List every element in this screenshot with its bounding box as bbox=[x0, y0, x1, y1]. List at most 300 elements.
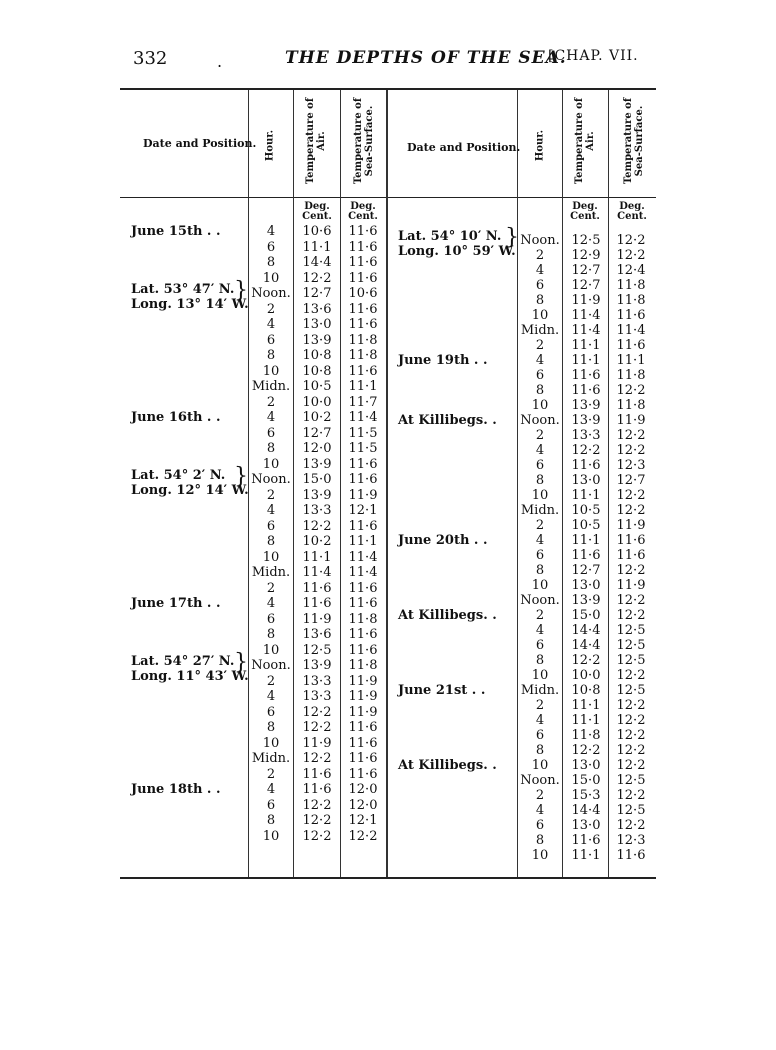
sea-temp-cell: 12·5 bbox=[616, 683, 646, 698]
position-label bbox=[398, 229, 516, 259]
hour-cell: Noon. bbox=[251, 472, 291, 487]
table-row bbox=[0, 668, 776, 683]
table-row bbox=[0, 293, 776, 308]
sea-temp-cell: 10·6 bbox=[348, 286, 378, 301]
air-temp-cell: 11·6 bbox=[571, 833, 601, 848]
table-bottom-rule bbox=[120, 877, 656, 879]
sea-temp-cell: 12·3 bbox=[616, 833, 646, 848]
sea-temp-cell: 12·5 bbox=[616, 638, 646, 653]
sea-temp-cell: 11·8 bbox=[616, 368, 646, 383]
hour-cell: 4 bbox=[266, 689, 276, 704]
sea-temp-cell: 11·4 bbox=[348, 410, 378, 425]
hour-cell: 10 bbox=[531, 758, 549, 773]
air-temp-cell: 11·1 bbox=[571, 338, 601, 353]
hour-cell: 8 bbox=[535, 563, 545, 578]
air-temp-cell: 10·2 bbox=[302, 534, 332, 549]
sea-temp-cell: 11·6 bbox=[348, 270, 378, 286]
latitude-text: Lat. 54° 2′ N. bbox=[131, 468, 226, 483]
hour-cell: 10 bbox=[262, 363, 280, 379]
sea-temp-cell: 11·6 bbox=[348, 518, 378, 534]
air-temp-cell: 11·4 bbox=[571, 308, 601, 323]
sea-temp-cell: 11·6 bbox=[348, 751, 378, 766]
header-hour-right: Hour. bbox=[534, 129, 546, 162]
air-temp-cell: 11·1 bbox=[571, 848, 601, 863]
sea-temp-cell: 11·6 bbox=[348, 239, 378, 255]
sea-temp-cell: 11·6 bbox=[348, 472, 378, 487]
table-row bbox=[0, 788, 776, 803]
date-label: June 16th . . bbox=[131, 410, 221, 425]
sea-temp-cell: 11·6 bbox=[348, 580, 378, 596]
sea-temp-cell: 11·6 bbox=[348, 363, 378, 379]
air-temp-cell: 11·1 bbox=[571, 713, 601, 728]
air-temp-cell: 11·6 bbox=[302, 782, 332, 797]
hour-cell: 4 bbox=[266, 224, 276, 239]
sea-temp-cell: 12·2 bbox=[616, 443, 646, 458]
longitude-text: Long. 11° 43′ W. bbox=[131, 669, 249, 684]
air-temp-cell: 11·6 bbox=[571, 383, 601, 398]
table-row bbox=[0, 368, 776, 383]
sea-temp-cell: 12·2 bbox=[616, 728, 646, 743]
header-air-temp-right: Temperature of Air. bbox=[574, 97, 596, 185]
air-temp-cell: 13·9 bbox=[302, 456, 332, 472]
table-row bbox=[0, 398, 776, 413]
hour-cell: 10 bbox=[262, 549, 280, 565]
sea-temp-cell: 11·6 bbox=[348, 766, 378, 782]
sea-temp-cell: 11·6 bbox=[348, 735, 378, 751]
date-label: June 15th . . bbox=[131, 224, 221, 239]
hour-cell: 6 bbox=[535, 638, 545, 653]
sea-temp-cell: 11·6 bbox=[616, 848, 646, 863]
hour-cell: 6 bbox=[266, 611, 276, 627]
sea-temp-cell: 12·1 bbox=[348, 503, 378, 518]
hour-cell: Midn. bbox=[251, 379, 291, 394]
sea-temp-cell: 11·8 bbox=[616, 278, 646, 293]
air-temp-cell: 12·2 bbox=[302, 751, 332, 766]
latitude-text: Lat. 53° 47′ N. bbox=[131, 282, 235, 297]
brace-glyph: } bbox=[505, 225, 519, 250]
sea-temp-cell: 11·6 bbox=[348, 224, 378, 239]
table-row bbox=[0, 488, 776, 503]
air-temp-cell: 15·0 bbox=[571, 608, 601, 623]
air-temp-cell: 13·3 bbox=[571, 428, 601, 443]
air-temp-cell: 11·6 bbox=[571, 548, 601, 563]
sea-temp-cell: 11·8 bbox=[616, 293, 646, 308]
hour-cell: 6 bbox=[266, 332, 276, 348]
sea-temp-cell: 11·8 bbox=[348, 611, 378, 627]
air-temp-cell: 12·2 bbox=[302, 813, 332, 828]
sea-temp-cell: 11·4 bbox=[348, 565, 378, 580]
hour-cell: 6 bbox=[535, 458, 545, 473]
sea-temp-cell: 12·4 bbox=[616, 263, 646, 278]
hour-cell: 8 bbox=[535, 833, 545, 848]
hour-cell: 8 bbox=[266, 348, 276, 363]
hour-cell: 2 bbox=[266, 487, 276, 503]
sea-temp-cell: 11·9 bbox=[616, 578, 646, 593]
hour-cell: Noon. bbox=[520, 413, 560, 428]
latitude-text: Lat. 54° 10′ N. bbox=[398, 229, 502, 244]
date-label: June 18th . . bbox=[131, 782, 221, 797]
hour-cell: 4 bbox=[535, 803, 545, 818]
table-row bbox=[0, 728, 776, 743]
air-temp-cell: 11·8 bbox=[571, 728, 601, 743]
hour-cell: 4 bbox=[266, 317, 276, 332]
sea-temp-cell: 11·6 bbox=[348, 301, 378, 317]
air-temp-cell: 11·6 bbox=[571, 458, 601, 473]
hour-cell: Midn. bbox=[520, 683, 560, 698]
hour-cell: Midn. bbox=[251, 565, 291, 580]
hour-cell: 10 bbox=[262, 270, 280, 286]
air-temp-cell: 11·9 bbox=[571, 293, 601, 308]
hour-cell: 4 bbox=[535, 623, 545, 638]
hour-cell: 6 bbox=[535, 548, 545, 563]
air-temp-cell: 11·4 bbox=[571, 323, 601, 338]
sea-temp-cell: 12·2 bbox=[348, 828, 378, 844]
air-temp-cell: 13·3 bbox=[302, 503, 332, 518]
hour-cell: 10 bbox=[531, 848, 549, 863]
sea-temp-cell: 11·9 bbox=[348, 689, 378, 704]
table-row bbox=[0, 425, 776, 443]
hour-cell: 4 bbox=[266, 503, 276, 518]
air-temp-cell: 10·8 bbox=[302, 363, 332, 379]
air-temp-cell: 11·4 bbox=[302, 565, 332, 580]
header-hour-left: Hour. bbox=[264, 129, 276, 162]
hour-cell: Midn. bbox=[520, 323, 560, 338]
sea-temp-cell: 12·2 bbox=[616, 488, 646, 503]
sea-temp-cell: 12·2 bbox=[616, 668, 646, 683]
sea-temp-cell: 11·6 bbox=[348, 255, 378, 270]
table-row bbox=[0, 683, 776, 698]
hour-cell: 8 bbox=[535, 653, 545, 668]
hour-cell: 2 bbox=[266, 766, 276, 782]
hour-cell: 4 bbox=[535, 443, 545, 458]
air-temp-cell: 11·6 bbox=[571, 368, 601, 383]
air-temp-cell: 11·9 bbox=[302, 611, 332, 627]
table-row bbox=[0, 473, 776, 488]
sea-temp-cell: 11·8 bbox=[348, 658, 378, 673]
brace-glyph: } bbox=[234, 464, 248, 489]
sea-temp-cell: 11·4 bbox=[616, 323, 646, 338]
date-label: June 20th . . bbox=[398, 533, 488, 548]
hour-cell: Noon. bbox=[251, 658, 291, 673]
air-temp-cell: 13·6 bbox=[302, 301, 332, 317]
table-row bbox=[0, 818, 776, 833]
table-row bbox=[0, 278, 776, 293]
air-temp-cell: 13·0 bbox=[571, 473, 601, 488]
air-temp-cell: 12·0 bbox=[302, 441, 332, 456]
air-temp-cell: 12·7 bbox=[571, 563, 601, 578]
sea-temp-cell: 12·2 bbox=[616, 788, 646, 803]
header-dot: . bbox=[217, 52, 223, 71]
air-temp-cell: 10·8 bbox=[302, 348, 332, 363]
sea-temp-cell: 12·5 bbox=[616, 623, 646, 638]
air-temp-cell: 10·8 bbox=[571, 683, 601, 698]
air-temp-cell: 12·7 bbox=[302, 286, 332, 301]
air-temp-cell: 11·1 bbox=[571, 533, 601, 548]
sea-temp-cell: 11·5 bbox=[348, 425, 378, 441]
sea-temp-cell: 12·2 bbox=[616, 743, 646, 758]
date-label: June 17th . . bbox=[131, 596, 221, 611]
sea-temp-cell: 11·6 bbox=[348, 317, 378, 332]
sea-temp-cell: 11·6 bbox=[616, 308, 646, 323]
air-temp-cell: 11·6 bbox=[302, 766, 332, 782]
hour-cell: 6 bbox=[266, 704, 276, 720]
air-temp-cell: 12·5 bbox=[302, 642, 332, 658]
air-temp-cell: 13·9 bbox=[571, 398, 601, 413]
air-temp-cell: 14·4 bbox=[302, 255, 332, 270]
date-label: June 21st . . bbox=[398, 683, 486, 698]
sea-temp-cell: 11·9 bbox=[616, 413, 646, 428]
page-title: THE DEPTHS OF THE SEA. bbox=[285, 48, 567, 68]
hour-cell: 8 bbox=[266, 441, 276, 456]
table-row bbox=[0, 323, 776, 338]
table-row bbox=[0, 443, 776, 458]
air-temp-cell: 12·2 bbox=[302, 828, 332, 844]
table-row bbox=[0, 773, 776, 788]
air-temp-cell: 13·6 bbox=[302, 627, 332, 642]
hour-cell: 2 bbox=[535, 788, 545, 803]
hour-cell: 2 bbox=[266, 580, 276, 596]
hour-cell: 8 bbox=[535, 383, 545, 398]
sea-temp-cell: 11·6 bbox=[348, 642, 378, 658]
air-temp-cell: 11·1 bbox=[302, 239, 332, 255]
brace-glyph: } bbox=[234, 650, 248, 675]
sea-temp-cell: 12·5 bbox=[616, 653, 646, 668]
air-temp-cell: 12·7 bbox=[571, 278, 601, 293]
air-temp-cell: 11·1 bbox=[571, 488, 601, 503]
air-temp-cell: 13·9 bbox=[302, 487, 332, 503]
table-row bbox=[0, 248, 776, 263]
header-sea-temp-left: Temperature of Sea-Surface. bbox=[353, 97, 375, 185]
hour-cell: 10 bbox=[262, 828, 280, 844]
air-temp-cell: 12·2 bbox=[302, 704, 332, 720]
hour-cell: 10 bbox=[531, 398, 549, 413]
page-number: 332 bbox=[133, 48, 168, 69]
sea-temp-cell: 11·1 bbox=[348, 534, 378, 549]
date-label: At Killibegs. . bbox=[398, 608, 497, 623]
table-row bbox=[0, 383, 776, 398]
table-row bbox=[0, 758, 776, 773]
sea-temp-cell: 12·5 bbox=[616, 803, 646, 818]
air-temp-cell: 15·3 bbox=[571, 788, 601, 803]
sea-temp-cell: 11·6 bbox=[348, 720, 378, 735]
sea-temp-cell: 12·2 bbox=[616, 503, 646, 518]
air-temp-cell: 12·2 bbox=[571, 653, 601, 668]
air-temp-cell: 11·1 bbox=[571, 353, 601, 368]
brace-glyph: } bbox=[234, 278, 248, 303]
hour-cell: Midn. bbox=[251, 751, 291, 766]
table-row bbox=[0, 563, 776, 578]
hour-cell: 6 bbox=[535, 818, 545, 833]
sea-temp-cell: 11·8 bbox=[348, 332, 378, 348]
air-temp-cell: 13·0 bbox=[571, 578, 601, 593]
sea-temp-cell: 12·2 bbox=[616, 383, 646, 398]
units-sea-right: Deg. Cent. bbox=[617, 201, 647, 222]
hour-cell: Noon. bbox=[520, 233, 560, 248]
sea-temp-cell: 11·9 bbox=[348, 487, 378, 503]
air-temp-cell: 12·7 bbox=[302, 425, 332, 441]
table-row bbox=[0, 743, 776, 758]
header-sea-temp-right: Temperature of Sea-Surface. bbox=[623, 97, 645, 185]
sea-temp-cell: 12·2 bbox=[616, 428, 646, 443]
chapter-label: [CHAP. VII. bbox=[548, 48, 639, 64]
hour-cell: 8 bbox=[535, 293, 545, 308]
hour-cell: 8 bbox=[266, 627, 276, 642]
table-top-rule bbox=[120, 88, 656, 90]
hour-cell: 10 bbox=[262, 456, 280, 472]
header-air-temp-left: Temperature of Air. bbox=[305, 97, 327, 185]
header-date-position-right: Date and Position. bbox=[407, 141, 521, 154]
air-temp-cell: 13·0 bbox=[302, 317, 332, 332]
sea-temp-cell: 12·7 bbox=[616, 473, 646, 488]
air-temp-cell: 14·4 bbox=[571, 638, 601, 653]
hour-cell: 6 bbox=[535, 278, 545, 293]
air-temp-cell: 11·6 bbox=[302, 596, 332, 611]
hour-cell: 2 bbox=[535, 248, 545, 263]
table-row bbox=[0, 548, 776, 563]
table-row bbox=[0, 698, 776, 713]
air-temp-cell: 10·2 bbox=[302, 410, 332, 425]
air-temp-cell: 12·2 bbox=[571, 443, 601, 458]
sea-temp-cell: 11·9 bbox=[616, 518, 646, 533]
hour-cell: 6 bbox=[266, 425, 276, 441]
sea-temp-cell: 11·6 bbox=[616, 548, 646, 563]
air-temp-cell: 13·0 bbox=[571, 758, 601, 773]
sea-temp-cell: 12·2 bbox=[616, 233, 646, 248]
air-temp-cell: 12·2 bbox=[302, 518, 332, 534]
table-row bbox=[0, 503, 776, 518]
hour-cell: 10 bbox=[531, 308, 549, 323]
hour-cell: 4 bbox=[266, 596, 276, 611]
hour-cell: Noon. bbox=[520, 773, 560, 788]
air-temp-cell: 13·9 bbox=[571, 593, 601, 608]
table-row bbox=[0, 593, 776, 608]
sea-temp-cell: 12·0 bbox=[348, 797, 378, 813]
sea-temp-cell: 11·8 bbox=[348, 348, 378, 363]
hour-cell: 2 bbox=[535, 698, 545, 713]
air-temp-cell: 14·4 bbox=[571, 803, 601, 818]
table-row bbox=[0, 413, 776, 428]
hour-cell: 4 bbox=[266, 410, 276, 425]
sea-temp-cell: 11·8 bbox=[616, 398, 646, 413]
table-row bbox=[0, 608, 776, 623]
sea-temp-cell: 12·2 bbox=[616, 248, 646, 263]
table-row bbox=[0, 833, 776, 848]
table-row bbox=[0, 263, 776, 278]
hour-cell: 6 bbox=[266, 239, 276, 255]
sea-temp-cell: 12·2 bbox=[616, 818, 646, 833]
latitude-text: Lat. 54° 27′ N. bbox=[131, 654, 235, 669]
hour-cell: 10 bbox=[262, 735, 280, 751]
hour-cell: 4 bbox=[535, 353, 545, 368]
hour-cell: 10 bbox=[531, 668, 549, 683]
air-temp-cell: 12·2 bbox=[302, 720, 332, 735]
hour-cell: Noon. bbox=[520, 593, 560, 608]
hour-cell: 4 bbox=[535, 533, 545, 548]
units-air-right: Deg. Cent. bbox=[570, 201, 600, 222]
hour-cell: 6 bbox=[266, 797, 276, 813]
sea-temp-cell: 11·9 bbox=[348, 673, 378, 689]
air-temp-cell: 10·0 bbox=[302, 394, 332, 410]
hour-cell: 8 bbox=[266, 720, 276, 735]
air-temp-cell: 14·4 bbox=[571, 623, 601, 638]
hour-cell: 4 bbox=[266, 782, 276, 797]
table-row bbox=[0, 533, 776, 548]
sea-temp-cell: 11·9 bbox=[348, 704, 378, 720]
air-temp-cell: 12·5 bbox=[571, 233, 601, 248]
table-header-rule bbox=[120, 197, 656, 198]
sea-temp-cell: 11·6 bbox=[616, 338, 646, 353]
hour-cell: 6 bbox=[535, 368, 545, 383]
sea-temp-cell: 11·5 bbox=[348, 441, 378, 456]
sea-temp-cell: 11·6 bbox=[348, 456, 378, 472]
air-temp-cell: 13·3 bbox=[302, 689, 332, 704]
sea-temp-cell: 12·0 bbox=[348, 782, 378, 797]
air-temp-cell: 11·6 bbox=[302, 580, 332, 596]
sea-temp-cell: 11·6 bbox=[348, 627, 378, 642]
air-temp-cell: 13·9 bbox=[302, 658, 332, 673]
hour-cell: 10 bbox=[531, 488, 549, 503]
hour-cell: Midn. bbox=[520, 503, 560, 518]
sea-temp-cell: 11·1 bbox=[348, 379, 378, 394]
sea-temp-cell: 12·2 bbox=[616, 758, 646, 773]
hour-cell: 6 bbox=[535, 728, 545, 743]
sea-temp-cell: 11·7 bbox=[348, 394, 378, 410]
hour-cell: 8 bbox=[266, 255, 276, 270]
air-temp-cell: 12·2 bbox=[302, 270, 332, 286]
hour-cell: 2 bbox=[266, 394, 276, 410]
sea-temp-cell: 12·2 bbox=[616, 713, 646, 728]
air-temp-cell: 10·6 bbox=[302, 224, 332, 239]
hour-cell: 2 bbox=[266, 301, 276, 317]
air-temp-cell: 12·7 bbox=[571, 263, 601, 278]
units-air-left: Deg. Cent. bbox=[302, 201, 332, 222]
air-temp-cell: 10·5 bbox=[571, 503, 601, 518]
header-date-position-left: Date and Position. bbox=[143, 137, 257, 150]
hour-cell: 8 bbox=[535, 743, 545, 758]
date-label: June 19th . . bbox=[398, 353, 488, 368]
table-row bbox=[0, 848, 776, 863]
table-row bbox=[0, 803, 776, 818]
sea-temp-cell: 12·5 bbox=[616, 773, 646, 788]
table-row bbox=[0, 653, 776, 668]
air-temp-cell: 13·3 bbox=[302, 673, 332, 689]
hour-cell: 10 bbox=[531, 578, 549, 593]
hour-cell: 2 bbox=[266, 673, 276, 689]
table-row bbox=[0, 578, 776, 593]
date-label: At Killibegs. . bbox=[398, 413, 497, 428]
sea-temp-cell: 12·2 bbox=[616, 563, 646, 578]
sea-temp-cell: 11·6 bbox=[348, 596, 378, 611]
table-row bbox=[0, 518, 776, 533]
longitude-text: Long. 10° 59′ W. bbox=[398, 244, 516, 259]
air-temp-cell: 13·9 bbox=[571, 413, 601, 428]
sea-temp-cell: 12·3 bbox=[616, 458, 646, 473]
hour-cell: 4 bbox=[535, 713, 545, 728]
air-temp-cell: 11·9 bbox=[302, 735, 332, 751]
hour-cell: 4 bbox=[535, 263, 545, 278]
sea-temp-cell: 12·2 bbox=[616, 608, 646, 623]
sea-temp-cell: 12·2 bbox=[616, 698, 646, 713]
hour-cell: 2 bbox=[535, 608, 545, 623]
air-temp-cell: 12·2 bbox=[302, 797, 332, 813]
hour-cell: 8 bbox=[266, 813, 276, 828]
hour-cell: 2 bbox=[535, 338, 545, 353]
sea-temp-cell: 11·1 bbox=[616, 353, 646, 368]
hour-cell: 2 bbox=[535, 428, 545, 443]
air-temp-cell: 15·0 bbox=[571, 773, 601, 788]
table-row bbox=[0, 233, 776, 248]
air-temp-cell: 11·1 bbox=[571, 698, 601, 713]
